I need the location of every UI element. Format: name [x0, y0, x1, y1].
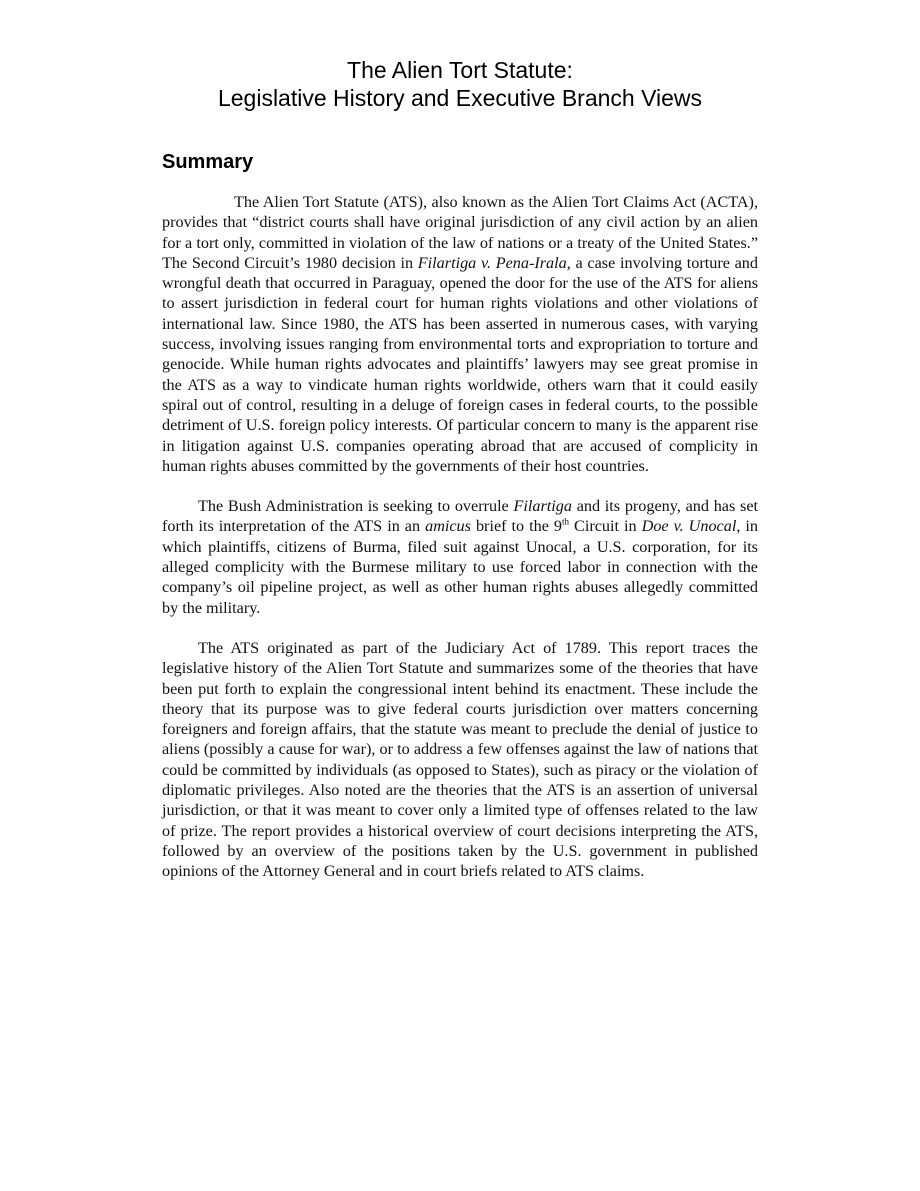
- summary-paragraph-1: [162, 192, 758, 476]
- p2-text-i: , in which plaintiffs, citizens of Burma, filed suit against Unocal, a U.S. corporation, for its alleged complicity with the Burmese military to use forced labor in connection with the company’s oil pipeline project, as well as other human rights abuses allegedly committed by the military.: [162, 517, 758, 617]
- p2-case-name: Filartiga: [513, 497, 572, 516]
- p2-text-g: Circuit in: [569, 517, 642, 536]
- p1-text-a: The Alien Tort Statute (ATS), also known as the Alien Tort Claims Act (ACTA), provides that “district courts shall have original jurisdiction of any civil action by an alien for a tort only, committed in violation of the law of nations or a treaty of the United States.” The Second Circuit’s 1980 decision in: [162, 193, 758, 272]
- document-page: [162, 56, 758, 902]
- p2-case-doe-unocal: Doe v. Unocal: [641, 517, 737, 536]
- section-heading-summary: Summary: [162, 151, 254, 173]
- title-line-2: Legislative History and Executive Branch Views: [217, 85, 703, 111]
- p2-ordinal-sup: th: [562, 517, 570, 528]
- summary-paragraph-2: [162, 496, 758, 618]
- summary-paragraph-3: The ATS originated as part of the Judiciary Act of 1789. This report traces the legislative history of the Alien Tort Statute and summarizes some of the theories that have been put forth to explain the congressional intent behind its enactment. These include the theory that its purpose was to give federal courts jurisdiction over matters concerning foreigners and foreign affairs, that the statute was meant to preclude the denial of justice to aliens (possibly a cause for war), or to address a few offenses against the law of nations that could be committed by individuals (as opposed to States), such as piracy or the violation of diplomatic privileges. Also noted are the theories that the ATS is an assertion of universal jurisdiction, or that it was meant to cover only a limited type of offenses related to the law of prize. The report provides a historical overview of court decisions interpreting the ATS, followed by an overview of the positions taken by the U.S. government in published opinions of the Attorney General and in court briefs related to ATS claims.: [162, 638, 758, 881]
- p1-text-c: a case involving torture and wrongful death that occurred in Paraguay, opened the door for the use of the ATS for aliens to assert jurisdiction in federal court for human rights violations and other violations of international law. Since 1980, the ATS has been asserted in numerous cases, with varying success, involving issues ranging from environmental torts and expropriation to torture and genocide. While human rights advocates and plaintiffs’ lawyers may see great promise in the ATS as a way to vindicate human rights worldwide, others warn that it could easily spiral out of control, resulting in a deluge of foreign cases in federal courts, to the possible detriment of U.S. foreign policy interests. Of particular concern to many is the apparent rise in litigation against U.S. companies operating abroad that are accused of complicity in human rights abuses committed by the governments of their host countries.: [162, 253, 758, 475]
- p2-text-a: The Bush Administration is seeking to overrule: [198, 497, 514, 516]
- document-title: [162, 56, 758, 112]
- p1-case-name: Filartiga v. Pena-Irala,: [417, 253, 571, 272]
- p2-text-c: and its progeny, and has set forth its interpretation of the ATS in an: [162, 497, 758, 536]
- p2-amicus: amicus: [425, 517, 471, 536]
- title-line-1: The Alien Tort Statute:: [347, 57, 573, 83]
- p2-text-e: brief to the 9: [470, 517, 563, 536]
